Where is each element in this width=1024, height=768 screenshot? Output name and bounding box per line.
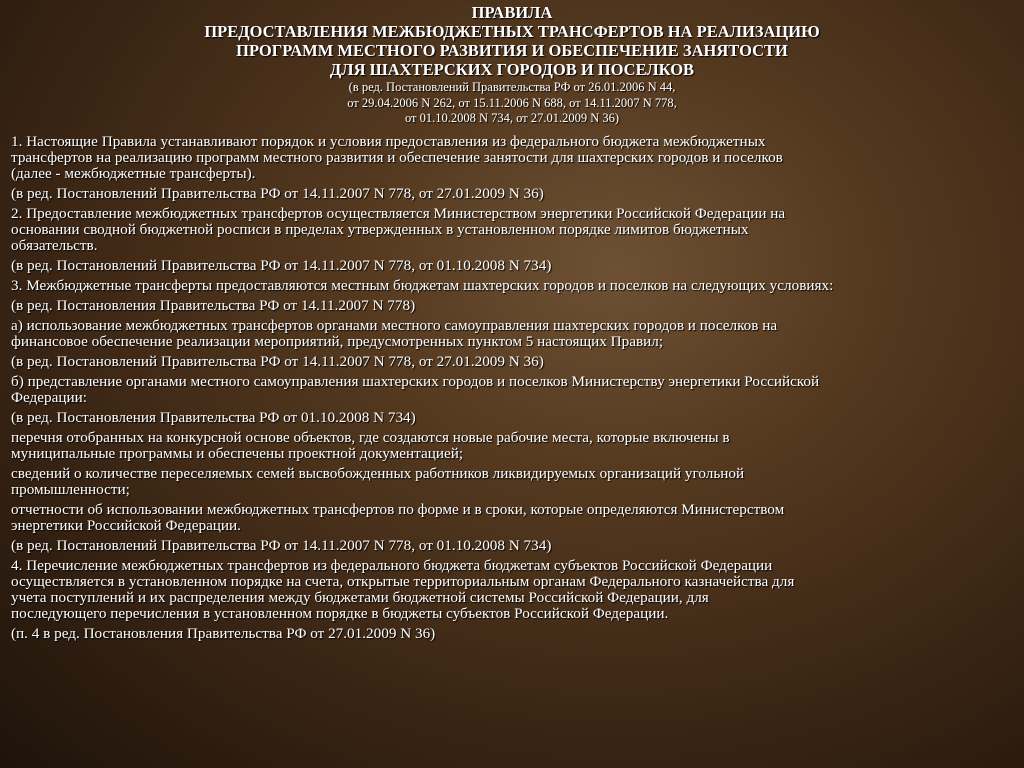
paragraph-line: (в ред. Постановлений Правительства РФ от 14.11.2007 N 778, от 27.01.2009 N 36) [11,184,544,202]
amendments-note [0,80,1024,127]
document-title [0,0,1024,79]
title-line: ПРЕДОСТАВЛЕНИЯ МЕЖБЮДЖЕТНЫХ ТРАНСФЕРТОВ НА РЕАЛИЗАЦИЮ [204,22,820,41]
paragraph-line: осуществляется в установленном порядке на счета, открытые территориальным органам Федерального казначейства для [11,572,795,590]
paragraph-line: финансовое обеспечение реализации мероприятий, предусмотренных пунктом 5 настоящих Правил; [11,332,664,350]
amendments-line: от 01.10.2008 N 734, от 27.01.2009 N 36) [404,111,620,125]
amendments-line: от 29.04.2006 N 262, от 15.11.2006 N 688, от 14.11.2007 N 778, [347,95,677,110]
paragraph [11,558,1018,622]
paragraph-line: последующего перечисления в установленном порядке в бюджеты субъектов Российской Федерации. [11,604,669,622]
paragraph-line: (в ред. Постановления Правительства РФ от 14.11.2007 N 778) [11,296,416,314]
paragraph [11,258,1018,274]
paragraph-line: учета поступлений и их распределения между бюджетами бюджетной системы Российской Федерации, для [11,588,709,606]
paragraph [11,626,1018,642]
paragraph [11,278,1018,294]
paragraph-line: отчетности об использовании межбюджетных трансфертов по форме и в сроки, которые определяются Министерством [11,500,785,518]
paragraph [11,538,1018,554]
paragraph [11,186,1018,202]
paragraph [11,206,1018,254]
paragraph-line: перечня отобранных на конкурсной основе объектов, где создаются новые рабочие места, которые включены в [11,428,730,446]
paragraph [11,410,1018,426]
paragraph [11,430,1018,462]
title-line: ПРАВИЛА [471,3,553,22]
paragraph-line: 2. Предоставление межбюджетных трансфертов осуществляется Министерством энергетики Российской Федерации на [11,204,786,222]
paragraph-line: Федерации: [11,388,87,406]
paragraph [11,502,1018,534]
paragraph-line: сведений о количестве переселяемых семей высвобожденных работников ликвидируемых организаций угольной [11,464,745,482]
paragraph [11,298,1018,314]
paragraph-line: (далее - межбюджетные трансферты). [11,164,256,182]
paragraph-line: (в ред. Постановлений Правительства РФ от 14.11.2007 N 778, от 01.10.2008 N 734) [11,536,552,554]
paragraph-line: а) использование межбюджетных трансфертов органами местного самоуправления шахтерских городов и поселков на [11,316,778,334]
paragraph-line: муниципальные программы и обеспечены проектной документацией; [11,444,464,462]
paragraph [11,318,1018,350]
paragraph-line: 3. Межбюджетные трансферты предоставляются местным бюджетам шахтерских городов и поселков на следующих условиях: [11,276,834,294]
paragraph [11,374,1018,406]
paragraph-line: б) представление органами местного самоуправления шахтерских городов и поселков Министерству энергетики Российской [11,372,820,390]
paragraph-line: энергетики Российской Федерации. [11,516,241,534]
paragraph [11,354,1018,370]
paragraph-line: (п. 4 в ред. Постановления Правительства РФ от 27.01.2009 N 36) [11,624,436,642]
title-line: ПРОГРАММ МЕСТНОГО РАЗВИТИЯ И ОБЕСПЕЧЕНИЕ ЗАНЯТОСТИ [236,41,788,60]
paragraph-line: 4. Перечисление межбюджетных трансфертов из федерального бюджета бюджетам субъектов Российской Федерации [11,556,773,574]
paragraph-line: основании сводной бюджетной росписи в пределах утвержденных в установленном порядке лимитов бюджетных [11,220,749,238]
paragraph-line: (в ред. Постановлений Правительства РФ от 14.11.2007 N 778, от 27.01.2009 N 36) [11,352,544,370]
paragraph [11,134,1018,182]
amendments-line: (в ред. Постановлений Правительства РФ от 26.01.2006 N 44, [348,80,676,94]
paragraph [11,466,1018,498]
paragraph-line: трансфертов на реализацию программ местного развития и обеспечение занятости для шахтерских городов и поселков [11,148,783,166]
paragraph-line: (в ред. Постановлений Правительства РФ от 14.11.2007 N 778, от 01.10.2008 N 734) [11,256,552,274]
paragraph-line: 1. Настоящие Правила устанавливают порядок и условия предоставления из федерального бюджета межбюджетных [11,132,766,150]
title-line: ДЛЯ ШАХТЕРСКИХ ГОРОДОВ И ПОСЕЛКОВ [329,60,695,79]
paragraph-line: (в ред. Постановления Правительства РФ от 01.10.2008 N 734) [11,408,416,426]
paragraph-line: промышленности; [11,480,130,498]
document-body [0,134,1024,642]
paragraph-line: обязательств. [11,236,98,254]
